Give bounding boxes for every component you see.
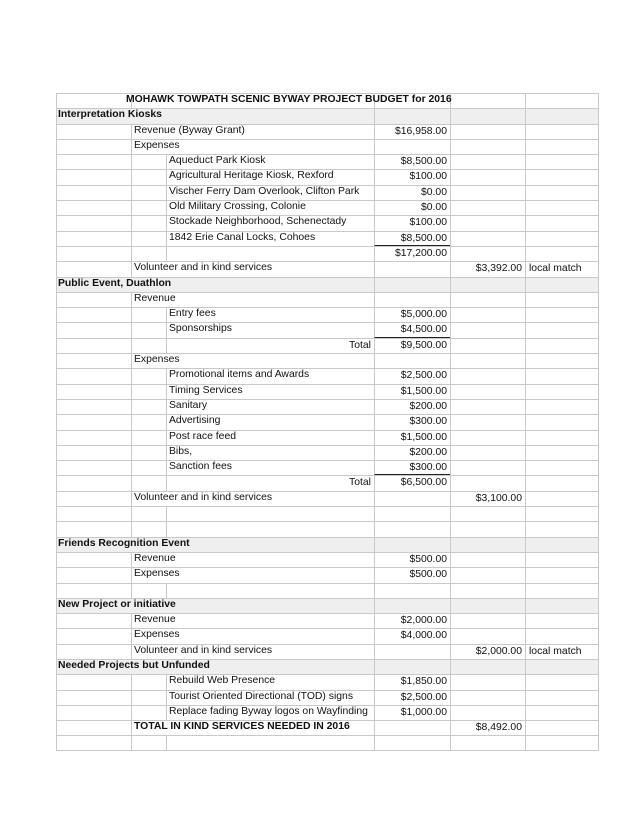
amount-cell[interactable]: $500.00 [374,567,450,582]
table-cell[interactable] [131,185,166,200]
table-cell[interactable] [450,521,525,536]
table-row [56,567,599,582]
line-item-label: Agricultural Heritage Kiosk, Rexford [169,170,334,182]
table-row [56,169,599,184]
table-row [56,139,599,154]
table-row [56,368,599,383]
amount-cell[interactable]: $1,850.00 [374,674,450,689]
table-cell[interactable] [166,108,374,123]
table-cell[interactable] [525,628,599,643]
amount-cell[interactable]: $300.00 [374,460,450,475]
table-cell[interactable] [450,552,525,567]
table-cell[interactable] [56,567,131,582]
table-cell[interactable] [56,200,131,215]
table-cell[interactable] [450,567,525,582]
table-row [56,674,599,689]
table-cell[interactable] [131,735,166,750]
table-cell[interactable] [525,399,599,414]
table-cell[interactable] [450,93,525,108]
line-item-label: Rebuild Web Presence [169,675,276,687]
table-cell[interactable] [525,475,599,490]
table-cell[interactable] [374,491,450,506]
amount-cell[interactable]: $8,500.00 [374,154,450,169]
table-cell[interactable] [525,185,599,200]
table-cell[interactable] [56,460,131,475]
table-cell[interactable] [450,231,525,246]
table-row [56,613,599,628]
table-cell[interactable] [450,200,525,215]
line-item-label: Old Military Crossing, Colonie [169,201,306,213]
table-cell[interactable] [56,705,131,720]
table-cell[interactable] [131,200,166,215]
line-item-label: TOTAL IN KIND SERVICES NEEDED IN 2016 [134,721,350,733]
table-cell[interactable] [450,414,525,429]
table-row [56,124,599,139]
table-cell[interactable] [525,690,599,705]
table-cell[interactable] [525,139,599,154]
table-row [56,475,599,490]
table-cell[interactable] [525,322,599,337]
table-row [56,200,599,215]
table-cell[interactable] [56,154,131,169]
table-cell[interactable] [525,154,599,169]
table-cell[interactable] [166,552,374,567]
table-row [56,292,599,307]
table-cell[interactable] [525,384,599,399]
line-item-label: Aqueduct Park Kiosk [169,155,266,167]
table-cell[interactable] [525,506,599,521]
table-cell[interactable] [450,583,525,598]
table-cell[interactable] [56,690,131,705]
line-item-label: Entry fees [169,308,216,320]
table-row [56,537,599,552]
table-cell[interactable] [525,169,599,184]
table-row [56,414,599,429]
amount-cell[interactable]: $4,500.00 [374,322,450,337]
table-cell[interactable] [374,139,450,154]
table-row [56,93,599,108]
table-row [56,231,599,246]
table-cell[interactable] [525,583,599,598]
table-cell[interactable] [525,552,599,567]
table-cell[interactable] [450,506,525,521]
line-item-label: Sponsorships [169,323,232,335]
table-cell[interactable] [450,475,525,490]
table-cell[interactable] [525,659,599,674]
table-cell[interactable] [56,384,131,399]
amount-cell[interactable]: $100.00 [374,215,450,230]
table-cell[interactable] [166,521,374,536]
table-cell[interactable] [131,368,166,383]
table-cell[interactable] [374,277,450,292]
line-item-label: Expenses [134,354,180,366]
table-cell[interactable] [131,169,166,184]
table-cell[interactable] [525,277,599,292]
table-cell[interactable] [131,246,166,261]
table-cell[interactable] [166,567,374,582]
total-label[interactable]: Total [166,338,374,353]
table-cell[interactable] [525,430,599,445]
table-cell[interactable] [374,537,450,552]
table-cell[interactable] [525,368,599,383]
table-cell[interactable] [525,674,599,689]
table-row [56,322,599,337]
table-cell[interactable] [56,430,131,445]
line-item-label: Advertising [169,415,221,427]
amount-cell[interactable]: $2,000.00 [374,613,450,628]
table-cell[interactable] [525,93,599,108]
table-row [56,659,599,674]
table-cell[interactable] [525,735,599,750]
table-cell[interactable] [56,292,131,307]
table-cell[interactable] [450,628,525,643]
table-cell[interactable] [56,185,131,200]
table-cell[interactable] [131,583,166,598]
table-cell[interactable] [374,353,450,368]
table-cell[interactable] [450,292,525,307]
table-cell[interactable] [131,430,166,445]
amount-cell[interactable]: $500.00 [374,552,450,567]
table-cell[interactable] [525,491,599,506]
table-cell[interactable] [450,674,525,689]
table-cell[interactable] [525,124,599,139]
table-cell[interactable] [450,690,525,705]
amount-cell[interactable]: $100.00 [374,169,450,184]
table-cell[interactable] [131,399,166,414]
table-cell[interactable] [525,246,599,261]
table-cell[interactable] [525,200,599,215]
table-cell[interactable] [56,674,131,689]
table-cell[interactable] [131,231,166,246]
table-row [56,261,599,276]
table-cell[interactable] [450,338,525,353]
table-cell[interactable] [525,414,599,429]
table-row [56,460,599,475]
line-item-label: Promotional items and Awards [169,369,310,381]
table-cell[interactable] [525,353,599,368]
table-cell[interactable] [56,368,131,383]
amount-cell[interactable]: $200.00 [374,399,450,414]
table-cell[interactable] [131,307,166,322]
match-cell[interactable]: $8,492.00 [450,720,525,735]
table-cell[interactable] [166,735,374,750]
table-cell[interactable] [166,246,374,261]
total-label[interactable]: Total [166,475,374,490]
line-item-label: Volunteer and in kind services [134,262,273,274]
table-cell[interactable] [525,537,599,552]
table-cell[interactable] [525,705,599,720]
table-row [56,445,599,460]
table-cell[interactable] [374,598,450,613]
table-cell[interactable] [56,628,131,643]
line-item-label: Volunteer and in kind services [134,491,273,503]
line-item-label: Revenue [134,614,176,626]
table-row [56,720,599,735]
line-item-label: Revenue (Byway Grant) [134,124,245,136]
table-cell[interactable] [374,583,450,598]
line-item-label: Post race feed [169,430,237,442]
table-row [56,430,599,445]
table-cell[interactable] [525,445,599,460]
table-cell[interactable] [374,735,450,750]
table-cell[interactable] [450,277,525,292]
table-cell[interactable] [131,475,166,490]
amount-cell[interactable]: $300.00 [374,414,450,429]
table-row [56,705,599,720]
table-cell[interactable] [56,735,131,750]
table-cell[interactable] [56,231,131,246]
table-cell[interactable] [56,93,131,108]
table-cell[interactable] [56,322,131,337]
table-cell[interactable] [374,521,450,536]
table-cell[interactable] [450,139,525,154]
table-row [56,628,599,643]
table-row [56,215,599,230]
table-cell[interactable] [131,506,166,521]
table-cell[interactable] [56,353,131,368]
table-cell[interactable] [374,644,450,659]
amount-cell[interactable]: $4,000.00 [374,628,450,643]
table-cell[interactable] [450,215,525,230]
table-cell[interactable] [374,720,450,735]
table-cell[interactable] [450,368,525,383]
table-cell[interactable] [131,690,166,705]
amount-cell[interactable]: $6,500.00 [374,475,450,490]
table-row [56,598,599,613]
amount-cell[interactable]: $2,500.00 [374,368,450,383]
table-cell[interactable] [166,292,374,307]
line-item-label: Replace fading Byway logos on Wayfinding [169,705,368,717]
table-cell[interactable] [56,613,131,628]
table-cell[interactable] [525,521,599,536]
amount-cell[interactable]: $8,500.00 [374,231,450,246]
table-cell[interactable] [56,124,131,139]
table-cell[interactable] [450,185,525,200]
table-cell[interactable] [166,139,374,154]
table-cell[interactable] [450,124,525,139]
table-row [56,384,599,399]
table-cell[interactable] [374,108,450,123]
table-cell[interactable] [450,705,525,720]
table-cell[interactable] [166,353,374,368]
line-item-label: Revenue [134,292,176,304]
section-heading: Friends Recognition Event [58,537,190,549]
table-cell[interactable] [56,246,131,261]
table-cell[interactable] [525,292,599,307]
line-item-label: 1842 Erie Canal Locks, Cohoes [169,231,316,243]
table-row [56,690,599,705]
match-cell[interactable]: $3,392.00 [450,261,525,276]
section-heading: Interpretation Kiosks [58,109,162,121]
table-cell[interactable] [131,215,166,230]
table-cell[interactable] [56,521,131,536]
line-item-label: Volunteer and in kind services [134,644,273,656]
table-cell[interactable] [525,231,599,246]
table-cell[interactable] [131,460,166,475]
table-row [56,353,599,368]
table-cell[interactable] [525,598,599,613]
table-cell[interactable] [374,659,450,674]
section-heading: Needed Projects but Unfunded [58,659,210,671]
table-cell[interactable] [450,445,525,460]
table-row [56,154,599,169]
table-cell[interactable] [166,537,374,552]
table-row [56,185,599,200]
section-heading: Public Event, Duathlon [58,277,172,289]
table-row [56,506,599,521]
table-cell[interactable] [450,384,525,399]
table-cell[interactable] [450,399,525,414]
line-item-label: Bibs, [169,445,193,457]
table-row [56,552,599,567]
amount-cell[interactable]: $0.00 [374,185,450,200]
table-cell[interactable] [131,414,166,429]
line-item-label: Sanitary [169,399,208,411]
line-item-label: Expenses [134,629,180,641]
line-item-label: Timing Services [169,384,243,396]
table-cell[interactable] [450,735,525,750]
table-cell[interactable] [56,215,131,230]
table-row [56,491,599,506]
table-cell[interactable] [525,215,599,230]
table-cell[interactable] [525,567,599,582]
match-cell[interactable]: $3,100.00 [450,491,525,506]
table-cell[interactable] [56,644,131,659]
table-row [56,735,599,750]
table-cell[interactable] [374,292,450,307]
amount-cell[interactable]: $16,958.00 [374,124,450,139]
table-row [56,399,599,414]
table-cell[interactable] [56,307,131,322]
table-cell[interactable] [450,537,525,552]
table-cell[interactable] [525,108,599,123]
line-item-label: Vischer Ferry Dam Overlook, Clifton Park [169,185,360,197]
table-cell[interactable] [56,169,131,184]
match-cell[interactable]: $2,000.00 [450,644,525,659]
table-cell[interactable] [525,720,599,735]
table-cell[interactable] [450,307,525,322]
section-heading: New Project or initiative [58,598,176,610]
table-cell[interactable] [131,384,166,399]
table-cell[interactable] [450,108,525,123]
table-cell[interactable] [525,338,599,353]
table-cell[interactable] [131,338,166,353]
amount-cell[interactable]: $5,000.00 [374,307,450,322]
table-row [56,108,599,123]
table-row [56,307,599,322]
table-cell[interactable] [56,139,131,154]
amount-cell[interactable]: $17,200.00 [374,246,450,261]
table-cell[interactable] [166,613,374,628]
table-cell[interactable] [56,720,131,735]
table-cell[interactable] [56,552,131,567]
table-cell[interactable] [56,399,131,414]
amount-cell[interactable]: $200.00 [374,445,450,460]
table-cell[interactable] [450,154,525,169]
table-cell[interactable] [525,460,599,475]
table-cell[interactable] [166,598,374,613]
table-cell[interactable] [56,475,131,490]
table-cell[interactable] [131,674,166,689]
table-cell[interactable] [450,598,525,613]
line-item-label: Stockade Neighborhood, Schenectady [169,216,347,228]
table-cell[interactable] [166,445,374,460]
table-cell[interactable] [131,705,166,720]
table-cell[interactable] [131,322,166,337]
table-row [56,246,599,261]
table-cell[interactable] [525,307,599,322]
amount-cell[interactable]: $9,500.00 [374,338,450,353]
table-cell[interactable] [131,445,166,460]
table-cell[interactable] [450,169,525,184]
table-cell[interactable] [56,491,131,506]
table-cell[interactable] [131,521,166,536]
table-cell[interactable] [450,322,525,337]
note-cell[interactable]: local match [525,644,599,659]
line-item-label: Revenue [134,552,176,564]
amount-cell[interactable]: $1,500.00 [374,384,450,399]
amount-cell[interactable]: $2,500.00 [374,690,450,705]
note-cell[interactable]: local match [525,261,599,276]
table-cell[interactable] [450,659,525,674]
table-cell[interactable] [166,628,374,643]
table-cell[interactable] [166,506,374,521]
table-row [56,521,599,536]
table-cell[interactable] [374,261,450,276]
table-cell[interactable] [56,445,131,460]
table-cell[interactable] [450,460,525,475]
table-cell[interactable] [56,583,131,598]
table-cell[interactable] [131,154,166,169]
table-row [56,583,599,598]
table-cell[interactable] [450,613,525,628]
table-cell[interactable] [450,430,525,445]
line-item-label: Sanction fees [169,461,232,473]
table-cell[interactable] [56,261,131,276]
amount-cell[interactable]: $0.00 [374,200,450,215]
table-row [56,338,599,353]
table-row [56,644,599,659]
table-cell[interactable] [374,506,450,521]
table-cell[interactable] [525,613,599,628]
table-cell[interactable] [56,338,131,353]
table-cell[interactable] [166,583,374,598]
table-cell[interactable] [450,353,525,368]
table-cell[interactable] [56,506,131,521]
line-item-label: Expenses [134,139,180,151]
amount-cell[interactable]: $1,500.00 [374,430,450,445]
line-item-label: Expenses [134,568,180,580]
budget-spreadsheet [56,93,599,751]
sheet-title: MOHAWK TOWPATH SCENIC BYWAY PROJECT BUDGET for 2016 [126,94,452,105]
table-row [56,277,599,292]
table-cell[interactable] [450,246,525,261]
line-item-label: Tourist Oriented Directional (TOD) signs [169,690,354,702]
table-cell[interactable] [166,277,374,292]
table-cell[interactable] [56,414,131,429]
amount-cell[interactable]: $1,000.00 [374,705,450,720]
